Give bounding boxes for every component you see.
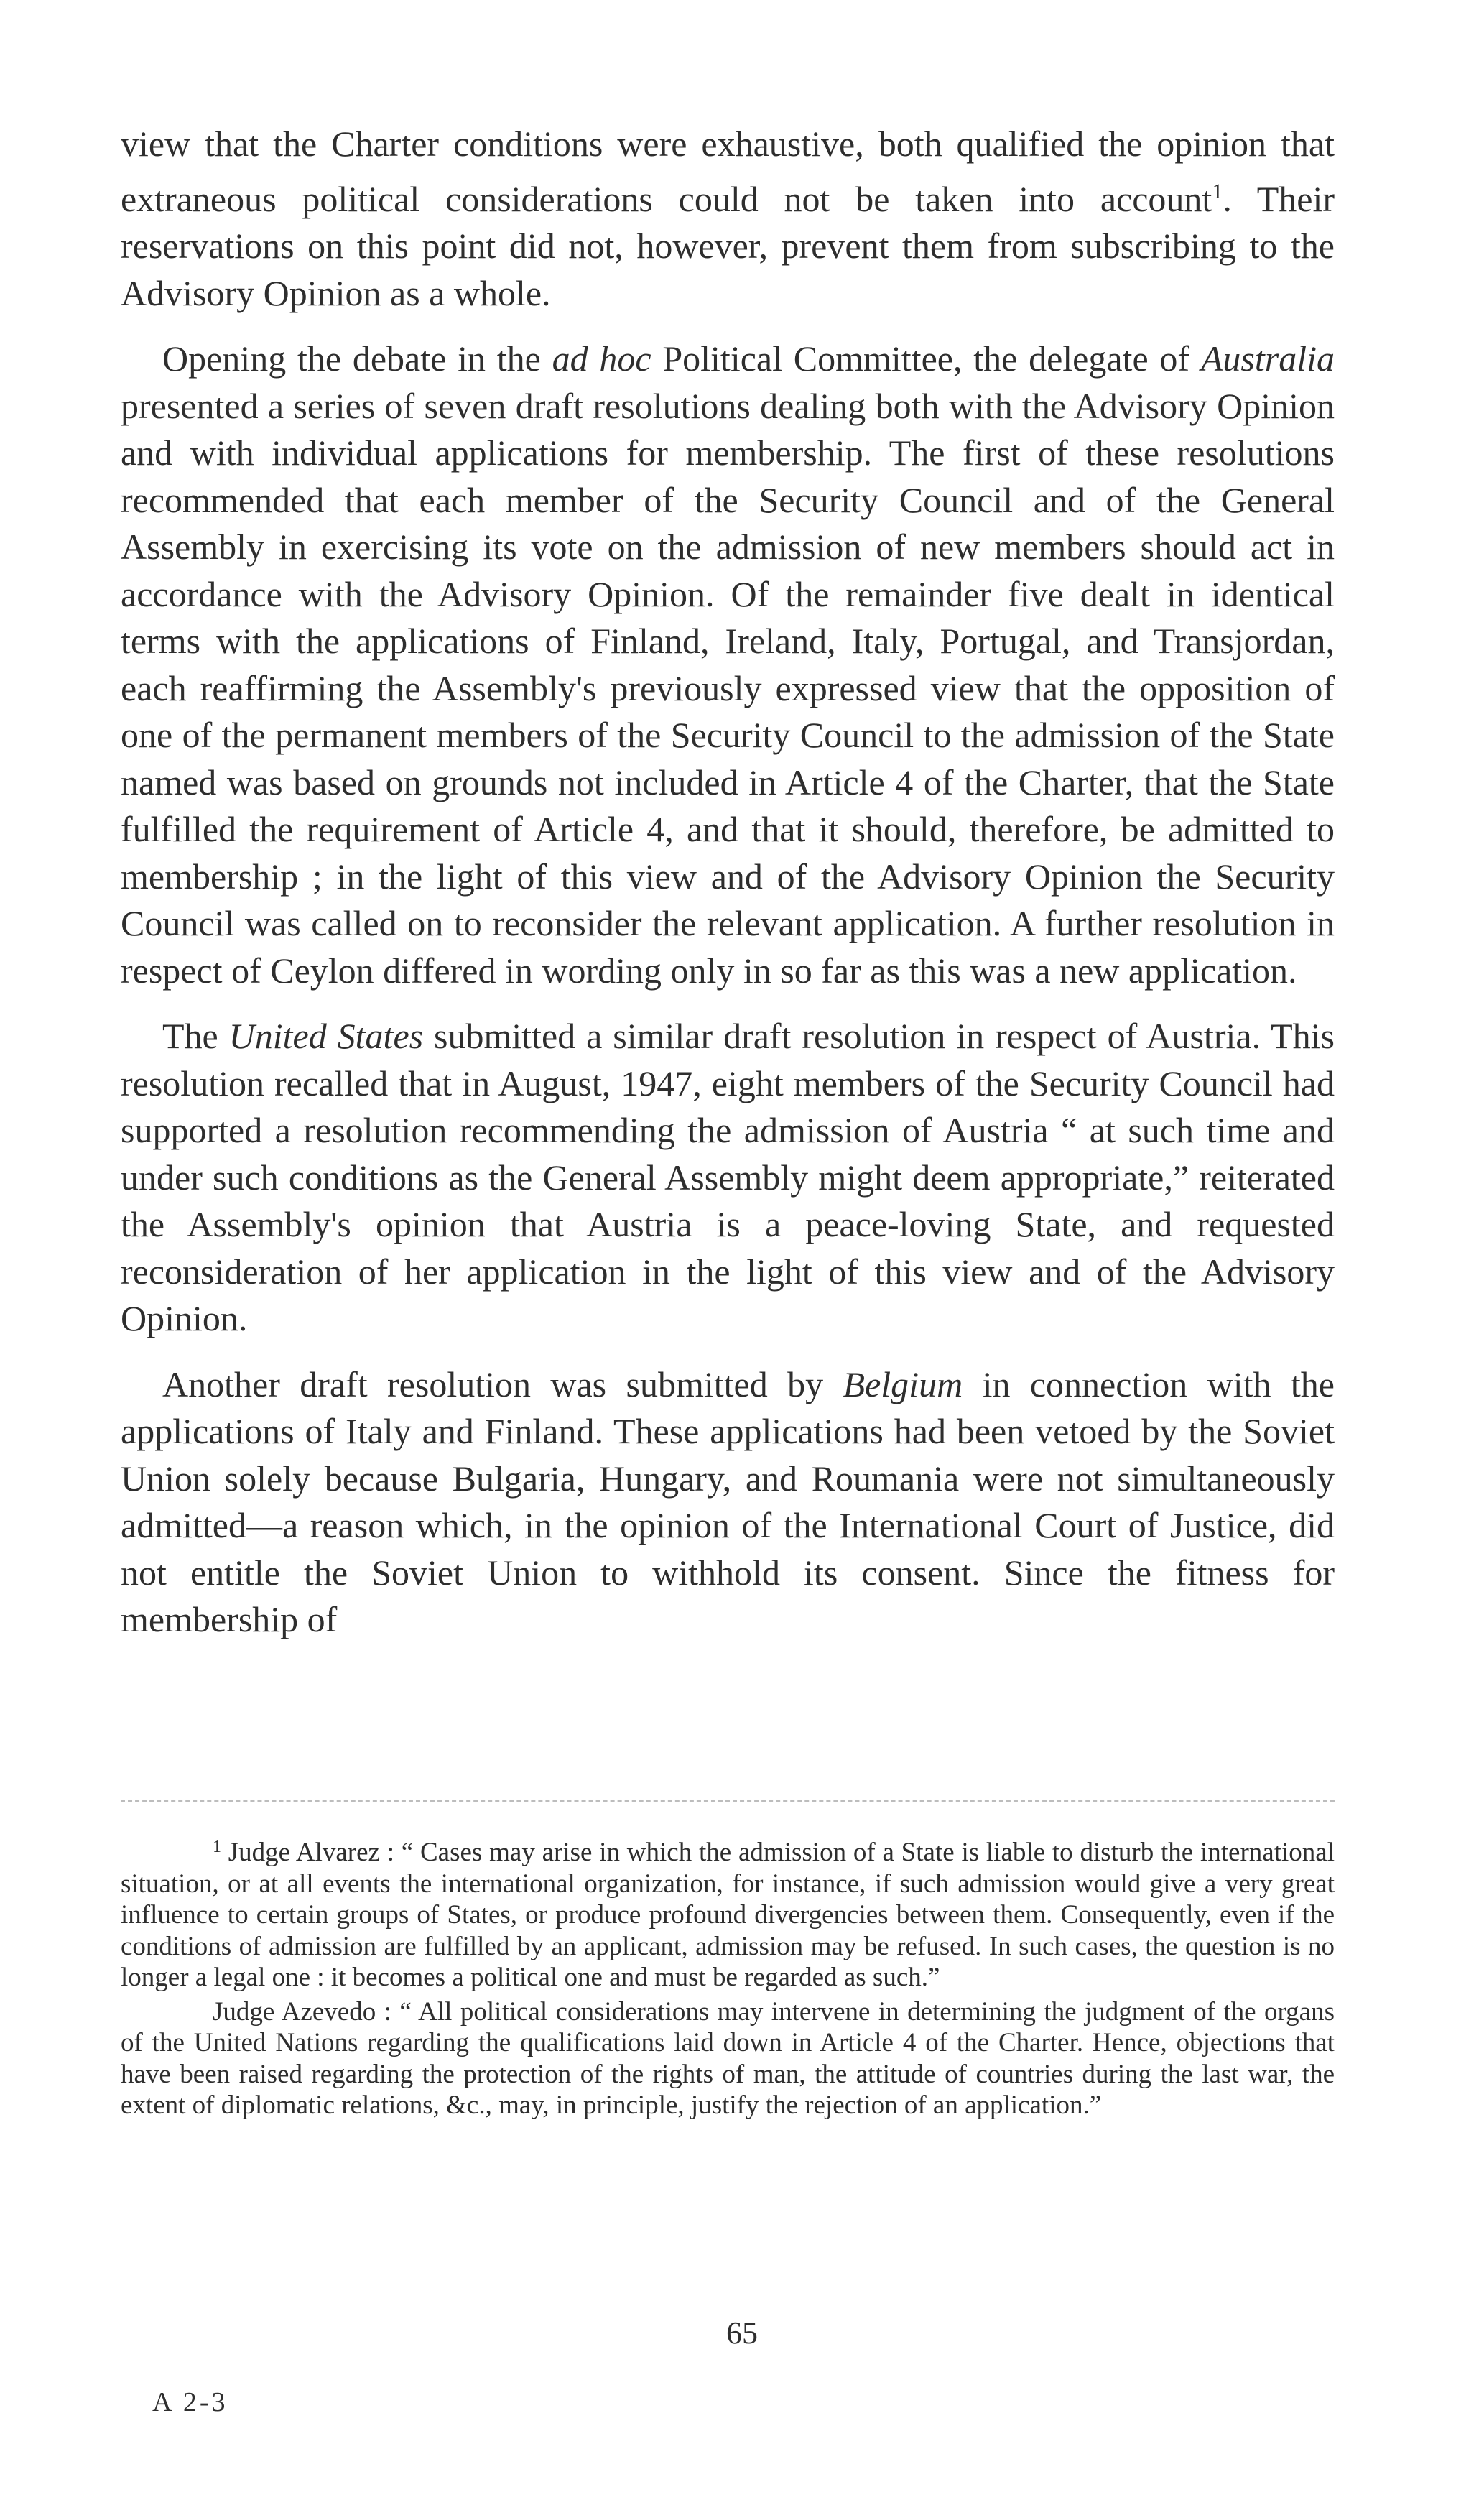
paragraph-2-text-c: presented a series of seven draft resolutions dealing both with the Advisory Opinion and with individual applications for membership. The first of these resolutions recommended that each member of the Security Council and of the General Assembly in exercising its vote on the admission of new members should act in accordance with the Advisory Opinion. Of the remainder five dealt in identical terms with the applications of Finland, Ireland, Italy, Portugal, and Transjordan, each reaffirming the Assembly's previously expressed view that the opposition of one of the permanent members of the Security Council to the admission of the State named was based on grounds not included in Article 4 of the Charter, that the State fulfilled the requirement of Article 4, and that it should, therefore, be admitted to membership ; in the light of this view and of the Advisory Opinion the Security Council was called on to reconsider the relevant application. A further resolution in respect of Ceylon differed in wording only in so far as this was a new application. xyxy=(121,385,1335,991)
paragraph-3-italic-united-states: United States xyxy=(228,1016,424,1056)
paragraph-3 xyxy=(121,1013,1335,1343)
signature-mark: A 2-3 xyxy=(152,2387,228,2417)
main-text xyxy=(121,121,1335,1662)
paragraph-4-italic-belgium: Belgium xyxy=(843,1363,963,1404)
paragraph-2-text-a: Opening the debate in the xyxy=(162,338,552,379)
paragraph-2-italic-australia: Australia xyxy=(1200,338,1335,379)
page-number: 65 xyxy=(726,2315,758,2351)
footnote-2 xyxy=(121,1996,1335,2121)
paragraph-4-text-a: Another draft resolution was submitted by xyxy=(162,1363,843,1404)
footnote-2-text: Judge Azevedo : “ All political considerations may intervene in determining the judgment of the organs of the United Nations regarding the qualifications laid down in Article 4 of the Charter. Hence, objections that have been raised regarding the protection of the rights of man, the attitude of countries during the last war, the extent of diplomatic relations, &c., may, in principle, justify the rejection of an application.” xyxy=(121,1996,1335,2120)
footnote-ref-1: 1 xyxy=(1212,179,1223,203)
paragraph-3-text-b: submitted a similar draft resolution in respect of Austria. This resolution recalled that in August, 1947, eight members of the Security Council had supported a resolution recommending the admission of Austria “ at such time and under such conditions as the General Assembly might deem appropriate,” reiterated the Assembly's opinion that Austria is a peace-loving State, and requested reconsideration of her application in the light of this view and of the Advisory Opinion. xyxy=(121,1016,1335,1338)
footnote-separator xyxy=(121,1800,1335,1802)
footnote-1 xyxy=(121,1832,1335,1994)
paragraph-4 xyxy=(121,1361,1335,1644)
paragraph-4-text-b: in connection with the applications of Italy and Finland. These applications had been vetoed by the Soviet Union solely because Bulgaria, Hungary, and Roumania were not simultaneously admitted—a reason which, in the opinion of the International Court of Justice, did not entitle the Soviet Union to withhold its consent. Since the fitness for membership of xyxy=(121,1363,1335,1639)
footnotes xyxy=(121,1832,1335,2121)
paragraph-1 xyxy=(121,121,1335,317)
paragraph-2-text-b: Political Committee, the delegate of xyxy=(651,338,1201,379)
paragraph-1-tail: . Their reservations on this point did not, however, prevent them from subscribing to the Advisory Opinion as a whole. xyxy=(121,178,1335,313)
paragraph-1-text: view that the Charter conditions were exhaustive, both qualified the opinion that extraneous political considerations could not be taken into account xyxy=(121,124,1335,219)
footnote-1-text: Judge Alvarez : “ Cases may arise in which the admission of a State is liable to disturb the international situation, or at all events the international organization, for instance, if such admission would give a very great influence to certain groups of States, or produce profound divergencies between them. Consequently, even if the conditions of admission are fulfilled by an applicant, admission may be refused. In such cases, the question is no longer a legal one : it becomes a political one and must be regarded as such.” xyxy=(121,1838,1335,1992)
footnote-1-marker: 1 xyxy=(213,1838,221,1856)
paragraph-3-text-a: The xyxy=(162,1016,229,1056)
paragraph-2 xyxy=(121,335,1335,994)
paragraph-2-italic-ad-hoc: ad hoc xyxy=(552,338,651,379)
